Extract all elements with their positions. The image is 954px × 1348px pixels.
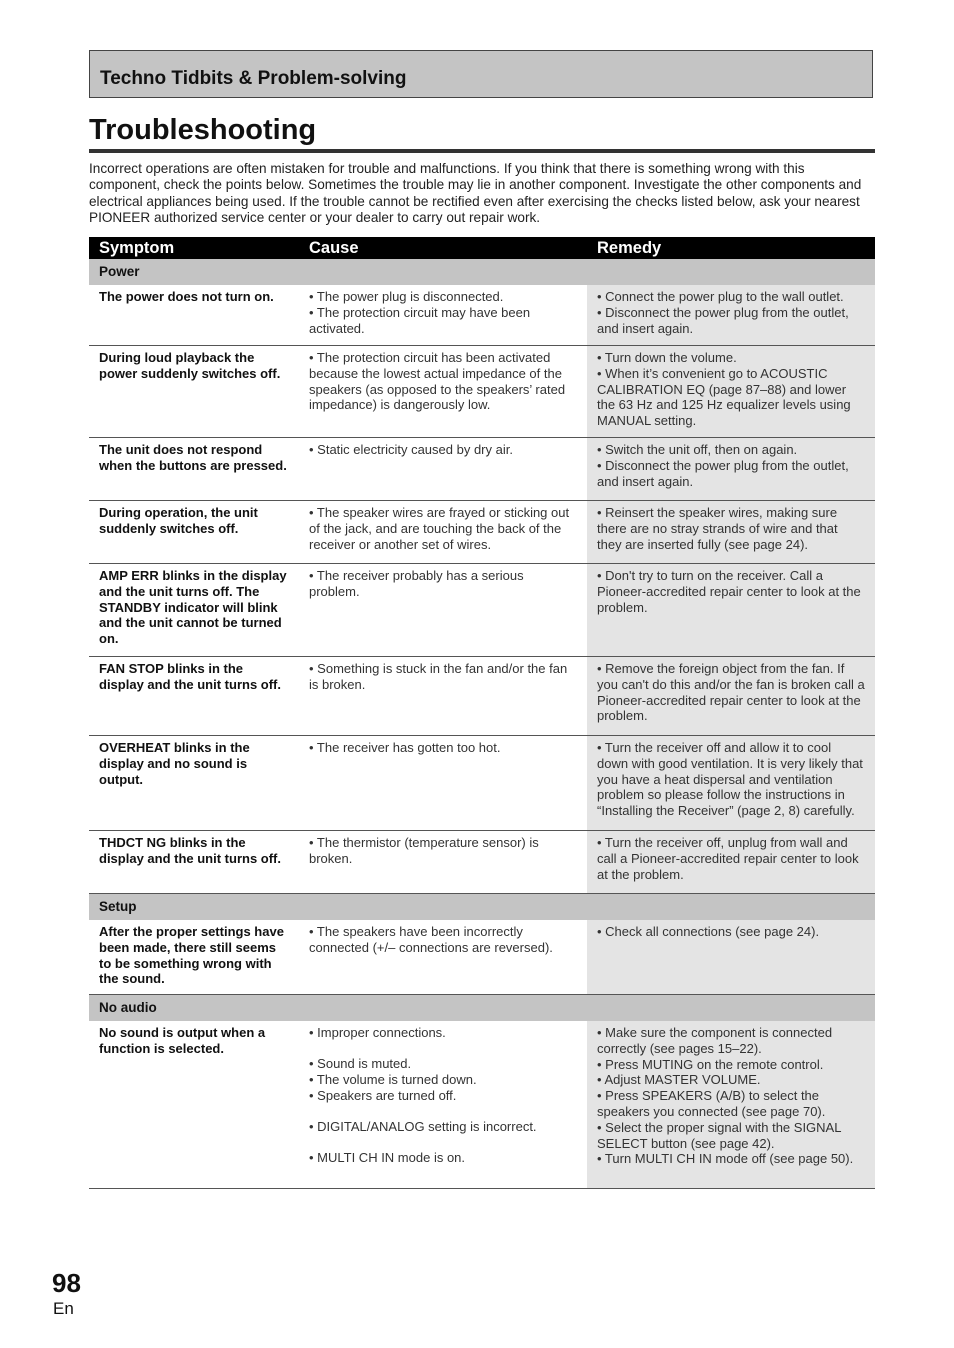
remedy-item: • Press SPEAKERS (A/B) to select the speakers you connected (see page 70). — [597, 1088, 826, 1119]
column-header-remedy: Remedy — [597, 239, 662, 257]
table-row — [89, 1021, 875, 1189]
column-header-symptom: Symptom — [99, 239, 175, 257]
cause-cell — [299, 285, 587, 345]
line-spacer — [309, 1041, 577, 1057]
table-row — [89, 920, 875, 995]
cause-item: • The speakers have been incorrectly connected (+/– connections are reversed). — [309, 924, 553, 955]
remedy-item: • Adjust MASTER VOLUME. — [597, 1072, 761, 1088]
remedy-item: • Make sure the component is connected correctly (see pages 15–22). — [597, 1025, 833, 1056]
remedy-cell — [587, 831, 875, 893]
remedy-item: • Check all connections (see page 24). — [597, 924, 820, 939]
group-header — [89, 259, 875, 285]
page-number: 98 — [52, 1268, 81, 1298]
symptom-cell: No sound is output when a function is selected. — [99, 1025, 266, 1056]
symptom-cell: FAN STOP blinks in the display and the unit turns off. — [99, 661, 281, 692]
cause-item: • The thermistor (temperature sensor) is broken. — [309, 835, 539, 866]
table-row — [89, 346, 875, 438]
remedy-item: • Turn the receiver off, unplug from wall and call a Pioneer-accredited repair center to look at the problem. — [597, 835, 859, 882]
remedy-item: • Connect the power plug to the wall outlet. — [597, 289, 844, 304]
remedy-cell — [587, 501, 875, 563]
remedy-item: • Switch the unit off, then on again. — [597, 442, 798, 457]
remedy-item: • Turn the receiver off and allow it to cool down with good ventilation. It is very likely that you have a heat dispersal and ventilation problem so please follow the instructions in “Installing the Receiver” (page 2, 8) carefully. — [597, 740, 863, 819]
line-spacer — [309, 1135, 577, 1151]
remedy-item: • Remove the foreign object from the fan. If you can't do this and/or the fan is broken call a Pioneer-accredited repair center to look at the problem. — [597, 661, 865, 724]
cause-item: • Sound is muted. — [309, 1056, 412, 1072]
cause-item: • The volume is turned down. — [309, 1072, 477, 1088]
symptom-cell: The power does not turn on. — [99, 289, 274, 304]
table-row — [89, 501, 875, 564]
remedy-cell — [587, 438, 875, 500]
table-header — [89, 237, 875, 259]
cause-item: • Something is stuck in the fan and/or the fan is broken. — [309, 661, 568, 692]
cause-cell — [299, 831, 587, 893]
cause-item: • The receiver probably has a serious problem. — [309, 568, 524, 599]
remedy-item: • Press MUTING on the remote control. — [597, 1056, 824, 1072]
group-title: No audio — [99, 1000, 157, 1015]
symptom-cell: The unit does not respond when the buttons are pressed. — [99, 442, 287, 473]
remedy-item: • Disconnect the power plug from the outlet, and insert again. — [597, 304, 849, 336]
cause-item: • Speakers are turned off. — [309, 1087, 457, 1103]
remedy-cell — [587, 346, 875, 437]
symptom-cell: After the proper settings have been made, there still seems to be something wrong with the sound. — [99, 924, 284, 987]
symptom-cell: THDCT NG blinks in the display and the unit turns off. — [99, 835, 281, 866]
remedy-cell — [587, 564, 875, 656]
symptom-cell: OVERHEAT blinks in the display and no sound is output. — [99, 740, 250, 787]
cause-cell — [299, 438, 587, 500]
remedy-cell — [587, 1021, 875, 1188]
remedy-cell — [587, 736, 875, 830]
cause-item: • The power plug is disconnected. — [309, 289, 504, 304]
table-body — [89, 259, 875, 1189]
remedy-item: • Reinsert the speaker wires, making sure there are no stray strands of wire and that they are inserted fully (see page 24). — [597, 505, 838, 552]
section-banner — [89, 50, 873, 98]
group-header — [89, 995, 875, 1021]
remedy-item: • When it’s convenient go to ACOUSTIC CALIBRATION EQ (page 87–88) and lower the 63 Hz and 125 Hz equalizer levels using MANUAL setting. — [597, 365, 851, 429]
table-row — [89, 736, 875, 831]
remedy-item: • Turn MULTI CH IN mode off (see page 50). — [597, 1151, 854, 1167]
table-row — [89, 285, 875, 346]
cause-item: • Static electricity caused by dry air. — [309, 442, 513, 457]
cause-cell — [299, 346, 587, 437]
remedy-item: • Select the proper signal with the SIGNAL SELECT button (see page 42). — [597, 1119, 841, 1151]
title-rule — [89, 149, 875, 153]
symptom-cell: During operation, the unit suddenly switches off. — [99, 505, 258, 536]
cause-item: • The protection circuit may have been activated. — [309, 304, 531, 336]
symptom-cell: During loud playback the power suddenly switches off. — [99, 350, 281, 381]
remedy-cell — [587, 920, 875, 994]
remedy-item: • Turn down the volume. — [597, 350, 737, 365]
symptom-cell: AMP ERR blinks in the display and the unit turns off. The STANDBY indicator will blink and the unit cannot be turned on. — [99, 568, 287, 647]
group-title: Power — [99, 264, 140, 279]
cause-item: • The speaker wires are frayed or sticking out of the jack, and are touching the back of the receiver or another set of wires. — [309, 505, 570, 552]
cause-cell — [299, 657, 587, 735]
cause-cell — [299, 920, 587, 994]
troubleshooting-table — [89, 237, 875, 1189]
remedy-cell — [587, 657, 875, 735]
section-title: Techno Tidbits & Problem-solving — [100, 68, 407, 89]
table-row — [89, 438, 875, 501]
column-header-cause: Cause — [309, 239, 359, 257]
cause-item: • Improper connections. — [309, 1025, 446, 1040]
line-spacer — [309, 1104, 577, 1120]
table-row — [89, 831, 875, 894]
page-title: Troubleshooting — [89, 114, 317, 146]
cause-item: • The protection circuit has been activated because the lowest actual impedance of the speakers (as opposed to the speakers’ rated impedance) is dangerously low. — [309, 350, 566, 413]
remedy-item: • Don't try to turn on the receiver. Call a Pioneer-accredited repair center to look at the problem. — [597, 568, 861, 615]
cause-cell — [299, 564, 587, 656]
cause-item: • DIGITAL/ANALOG setting is incorrect. — [309, 1119, 537, 1135]
table-row — [89, 564, 875, 657]
table-row — [89, 657, 875, 736]
cause-item: • MULTI CH IN mode is on. — [309, 1150, 466, 1166]
cause-item: • The receiver has gotten too hot. — [309, 740, 501, 755]
remedy-item: • Disconnect the power plug from the outlet, and insert again. — [597, 457, 849, 489]
language-code: En — [53, 1299, 74, 1318]
cause-cell — [299, 501, 587, 563]
intro-paragraph: Incorrect operations are often mistaken for trouble and malfunctions. If you think that there is something wrong with this component, check the points below. Sometimes the trouble may lie in another component. Investigate the other components and electrical appliances being used. If the trouble cannot be rectified even after exercising the checks listed below, ask your nearest PIONEER authorized service center or your dealer to carry out repair work. — [89, 161, 862, 225]
cause-cell — [299, 736, 587, 830]
cause-cell — [299, 1021, 587, 1188]
remedy-cell — [587, 285, 875, 345]
group-header — [89, 894, 875, 920]
group-title: Setup — [99, 899, 137, 914]
